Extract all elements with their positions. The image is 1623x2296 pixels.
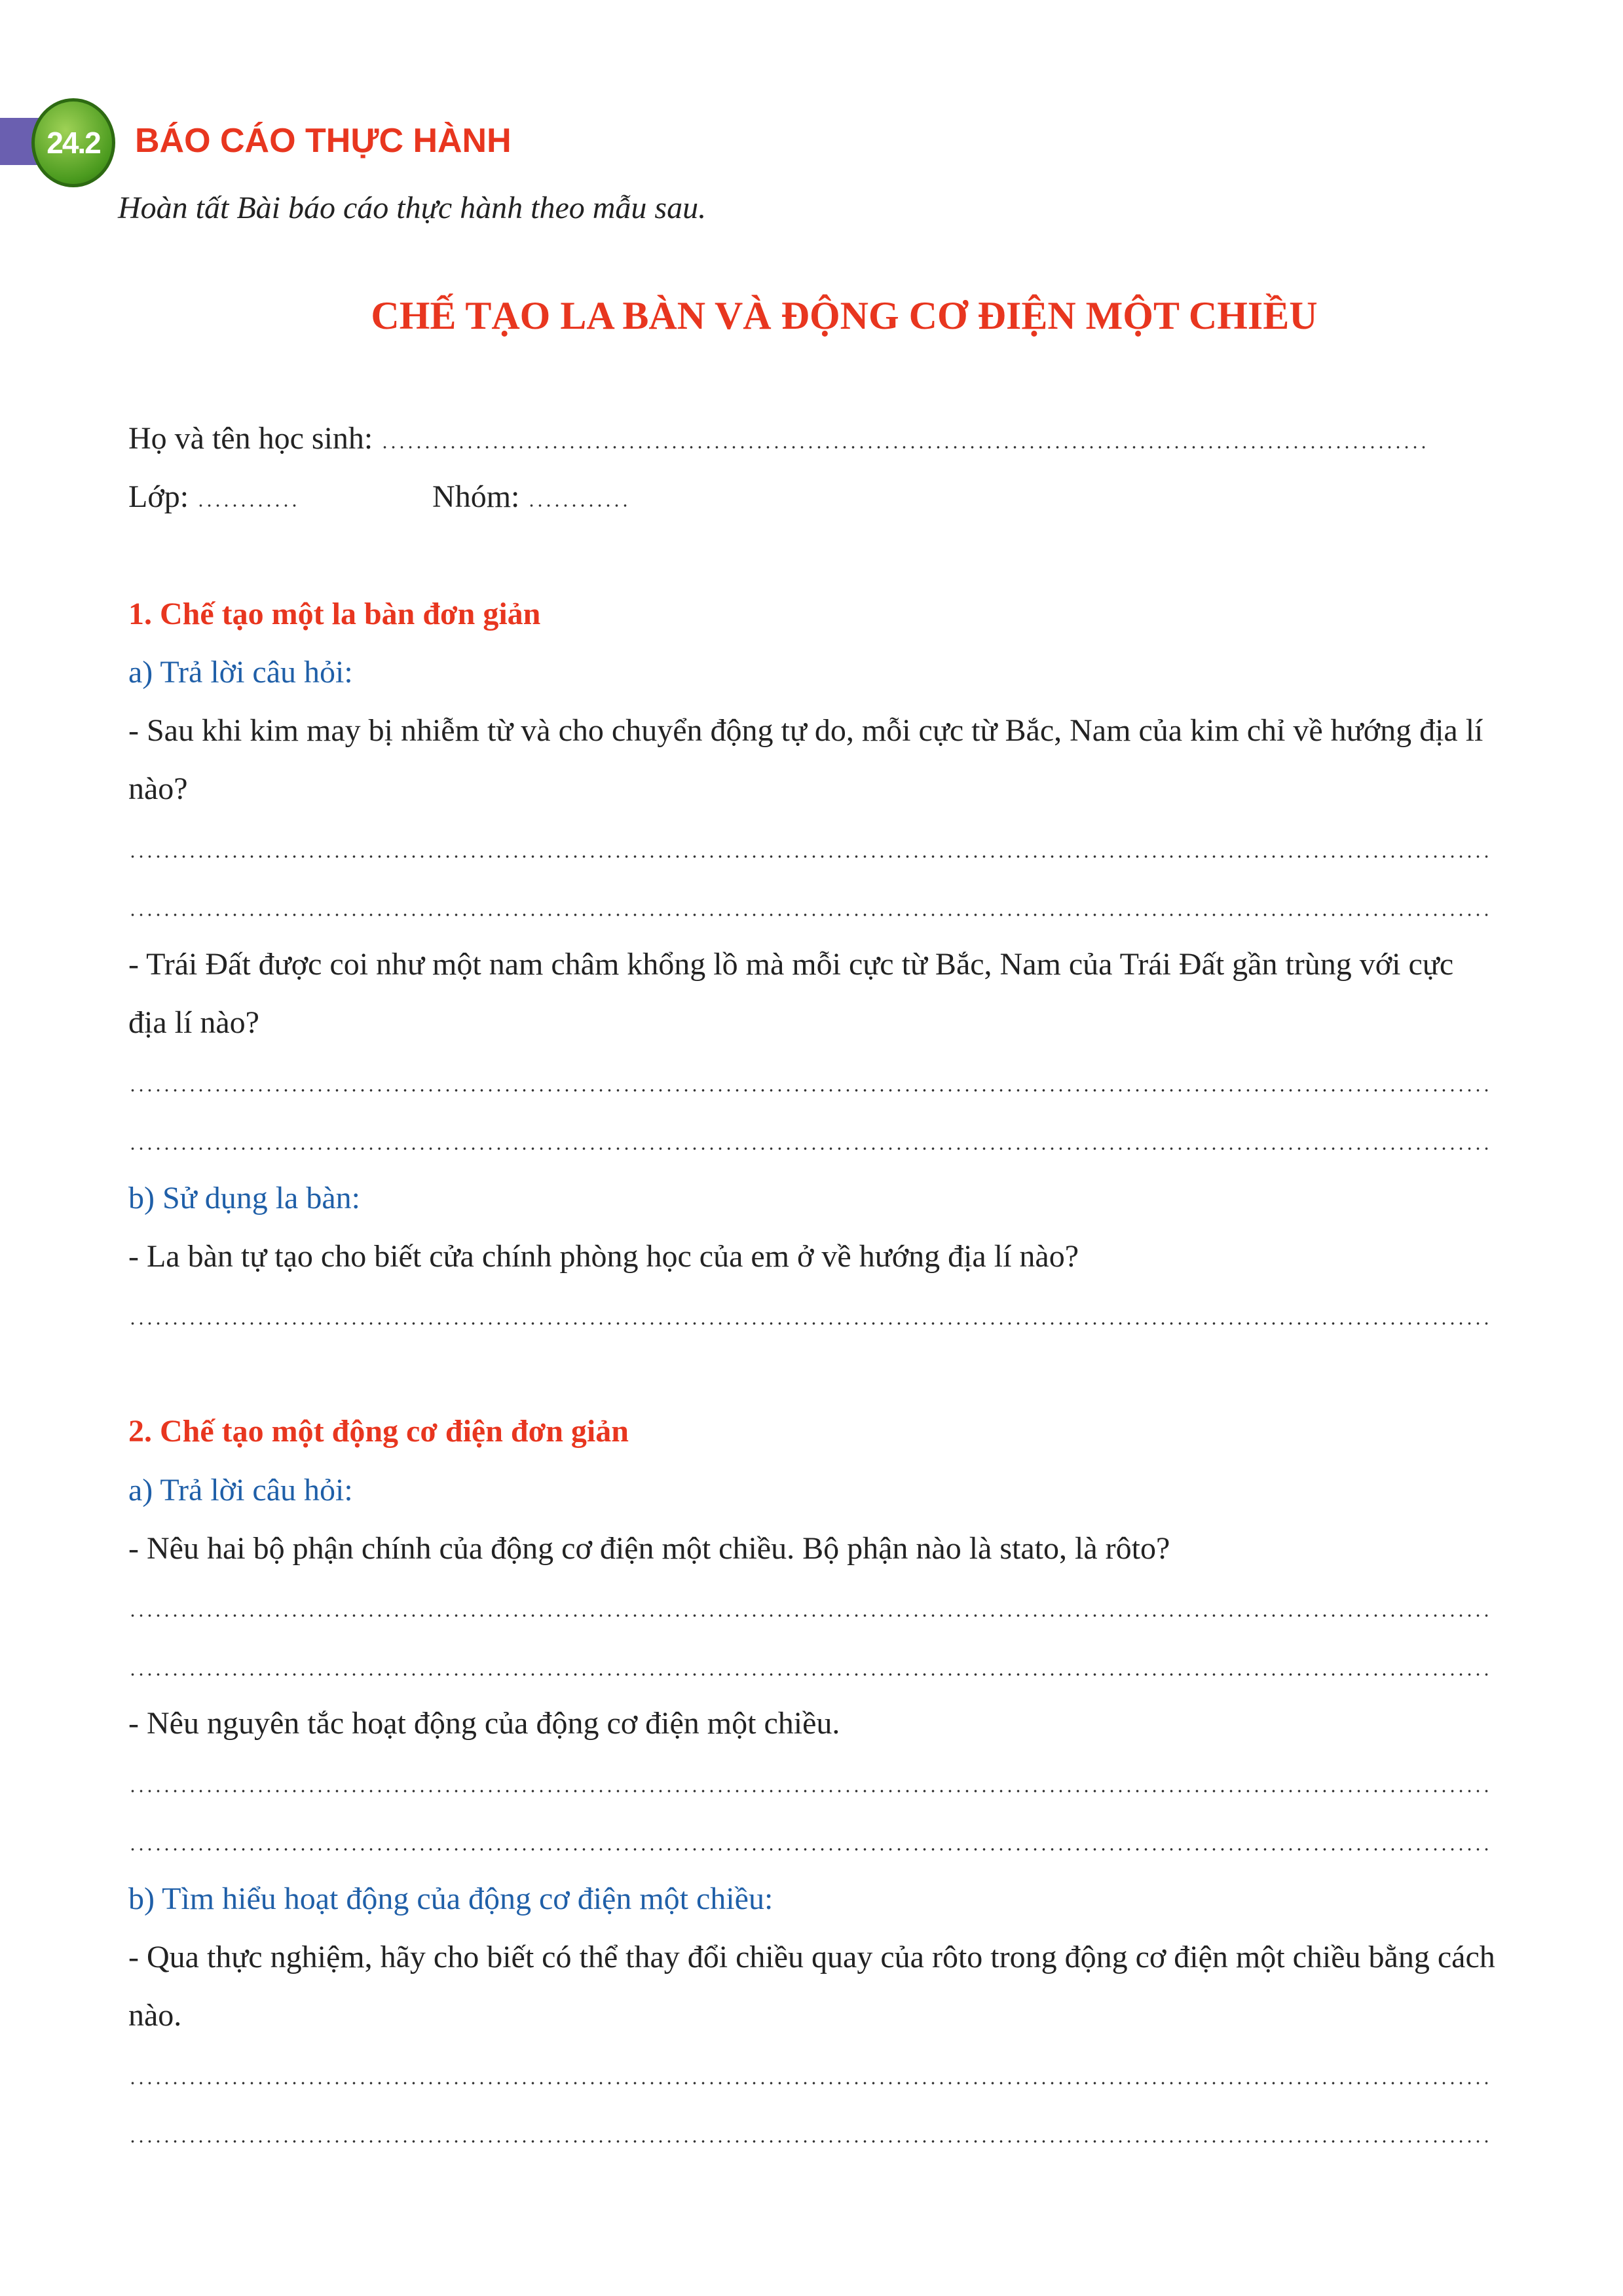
section-number-badge: 24.2	[31, 98, 115, 187]
group-blank[interactable]	[527, 504, 632, 507]
answer-line[interactable]	[128, 1089, 1493, 1092]
class-blank[interactable]	[196, 504, 301, 507]
part2-heading: 2. Chế tạo một động cơ điện đơn giản	[128, 1414, 629, 1449]
answer-line[interactable]	[128, 2140, 1493, 2143]
section-title: BÁO CÁO THỰC HÀNH	[135, 122, 512, 160]
answer-line[interactable]	[128, 1147, 1493, 1150]
part1-a-label: a) Trả lời câu hỏi:	[128, 655, 353, 690]
part1-question-3: - La bàn tự tạo cho biết cửa chính phòng học của em ở về hướng địa lí nào?	[128, 1239, 1079, 1274]
answer-line[interactable]	[128, 1614, 1493, 1617]
part1-question-2: - Trái Đất được coi như một nam châm khổng lồ mà mỗi cực từ Bắc, Nam của Trái Đất gần trùng với cực địa lí nào?	[128, 947, 1454, 1040]
class-group-row	[128, 468, 1497, 526]
answer-line[interactable]	[128, 914, 1493, 916]
part1-question-1: - Sau khi kim may bị nhiễm từ và cho chuyển động tự do, mỗi cực từ Bắc, Nam của kim chỉ về hướng địa lí nào?	[128, 713, 1483, 806]
answer-line[interactable]	[128, 1322, 1493, 1325]
name-label: Họ và tên học sinh:	[128, 421, 373, 456]
intro-text: Hoàn tất Bài báo cáo thực hành theo mẫu sau.	[118, 191, 707, 225]
part2-question-3: - Qua thực nghiệm, hãy cho biết có thể thay đổi chiều quay của rôto trong động cơ điện một chiều bằng cách nào.	[128, 1940, 1495, 2033]
part1-b-label: b) Sử dụng la bàn:	[128, 1181, 360, 1215]
answer-line[interactable]	[128, 855, 1493, 858]
answer-line[interactable]	[128, 1790, 1493, 1792]
group-label: Nhóm:	[432, 479, 520, 514]
class-label: Lớp:	[128, 479, 189, 514]
report-title: CHẾ TẠO LA BÀN VÀ ĐỘNG CƠ ĐIỆN MỘT CHIỀU	[371, 294, 1318, 337]
part1-heading: 1. Chế tạo một la bàn đơn giản	[128, 597, 541, 631]
part2-question-2: - Nêu nguyên tắc hoạt động của động cơ điện một chiều.	[128, 1706, 840, 1741]
part2-a-label: a) Trả lời câu hỏi:	[128, 1473, 353, 1508]
answer-line[interactable]	[128, 1848, 1493, 1851]
answer-line[interactable]	[128, 2082, 1493, 2084]
part2-b-label: b) Tìm hiểu hoạt động của động cơ điện một chiều:	[128, 1881, 774, 1916]
name-blank[interactable]	[381, 446, 1428, 449]
name-field[interactable]	[128, 409, 1497, 468]
part2-question-1: - Nêu hai bộ phận chính của động cơ điện một chiều. Bộ phận nào là stato, là rôto?	[128, 1531, 1170, 1566]
answer-line[interactable]	[128, 1673, 1493, 1676]
